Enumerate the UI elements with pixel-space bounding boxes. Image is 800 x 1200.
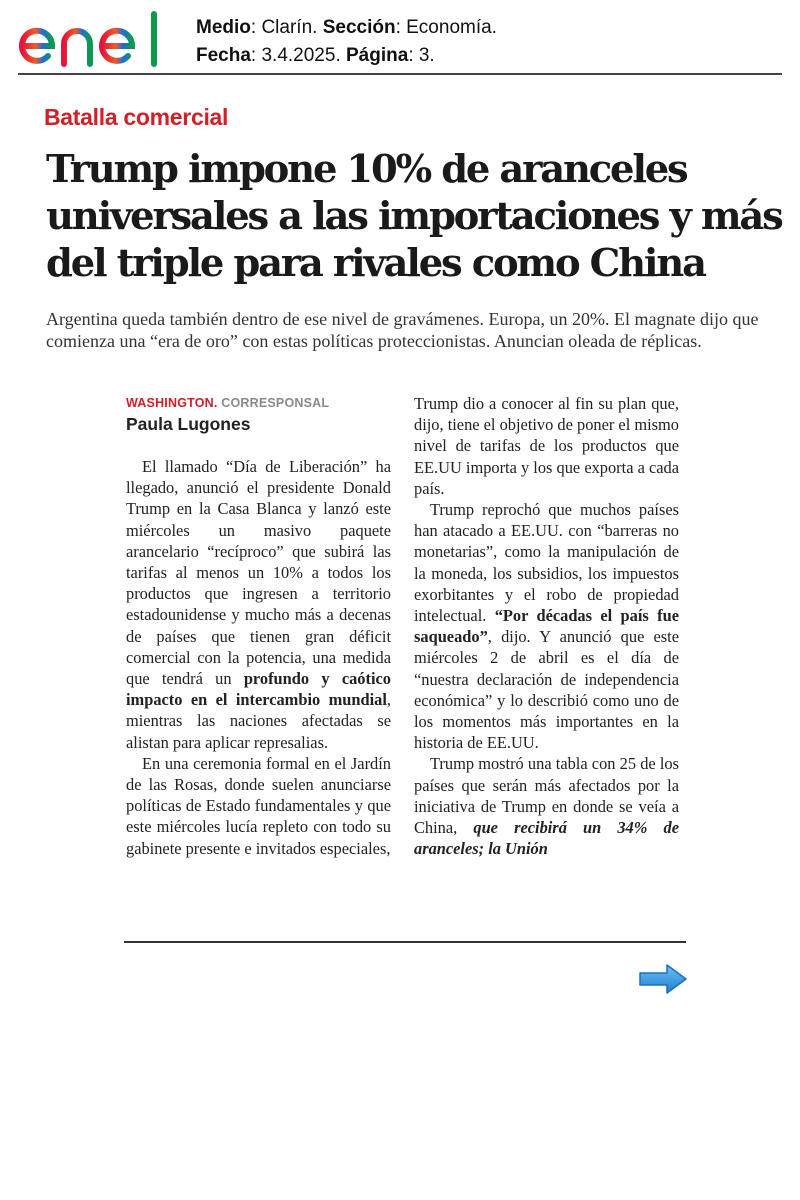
clipping-meta (196, 14, 497, 70)
seccion-value: : Economía. (395, 17, 497, 38)
pagina-value: : 3. (408, 45, 435, 66)
fecha-value: : 3.4.2025. (250, 45, 346, 66)
paragraph-4-quote: “Por décadas el país fue saqueado” (414, 606, 679, 647)
headline-line-2: universales a las importaciones y más (46, 194, 782, 239)
medio-label: Medio (196, 17, 251, 38)
byline-role: CORRESPONSAL (217, 396, 330, 410)
article-column-1 (126, 456, 391, 859)
right-arrow-icon-svg (637, 962, 689, 996)
paragraph-2: En una ceremonia formal en el Jardín de las Rosas, donde suelen anunciarse políticas de Estado fundamentales y que este miércoles lucía repleto con todo su gabinete presente e invitados especiales, (126, 753, 391, 858)
author-name: Paula Lugones (126, 414, 251, 434)
seccion-label: Sección (322, 17, 396, 38)
paragraph-1-bold: profundo y caótico impacto en el intercambio mundial (126, 669, 391, 710)
paragraph-1 (126, 456, 391, 753)
byline-dateline (126, 396, 329, 410)
paragraph-4-text-c: , dijo. Y anunció que este miércoles 2 de abril es el día de “nuestra declaración de independencia económica” y lo describió como uno de los momentos más importantes en la historia de EE.UU. (414, 627, 679, 753)
paragraph-5-text-a: Trump mostró una tabla con 25 de los países que serán más afectados por la iniciativa de Trump en donde se veía a China, (414, 754, 679, 838)
section-kicker: Batalla comercial (44, 104, 229, 130)
medio-value: : Clarín. (250, 17, 323, 38)
article-column-2 (414, 393, 679, 859)
headline-line-3: del triple para rivales como China (46, 241, 705, 286)
headline-line-1: Trump impone 10% de aranceles (46, 147, 687, 192)
fecha-label: Fecha (196, 45, 251, 66)
byline-city: WASHINGTON. (126, 396, 218, 410)
subheadline: Argentina queda también dentro de ese nivel de gravámenes. Europa, un 20%. El magnate dijo que comienza una “era de oro” con estas políticas proteccionistas. Anuncian oleada de réplicas. (46, 309, 759, 351)
clipping-meta-line-2 (196, 42, 497, 70)
article-bottom-divider (124, 941, 686, 943)
paragraph-3: Trump dio a conocer al fin su plan que, dijo, tiene el objetivo de poner el mismo nivel de tarifas de los productos que EE.UU importa y los que exporta a cada país. (414, 394, 679, 498)
right-arrow-icon[interactable] (637, 962, 689, 996)
pagina-label: Página (346, 45, 409, 66)
paragraph-1-text-c: , mientras las naciones afectadas se alistan para aplicar represalias. (126, 690, 391, 752)
paragraph-5-bold-italic: que recibirá un 34% de aranceles; la Unión (414, 818, 679, 859)
paragraph-5 (414, 753, 679, 859)
paragraph-4 (414, 499, 679, 753)
clipping-meta-line-1 (196, 14, 497, 42)
enel-logo-mark (16, 8, 172, 70)
header-divider (18, 73, 782, 75)
paragraph-4-text-a: Trump reprochó que muchos países han atacado a EE.UU. con “barreras no monetarias”, como la manipulación de la moneda, los subsidios, los impuestos exorbitantes y el robo de propiedad intelectual. (414, 500, 679, 626)
headline (46, 146, 782, 287)
enel-logo (16, 8, 172, 70)
paragraph-1-text-a: El llamado “Día de Liberación” ha llegado, anunció el presidente Donald Trump en la Casa Blanca y lanzó este miércoles un masivo paquete arancelario “recíproco” que subirá las tarifas al menos un 10% a todos los productos que ingresen a territorio estadounidense y mucho más a decenas de países que tienen gran déficit comercial con la potencia, una medida que tendrá un (126, 457, 391, 689)
